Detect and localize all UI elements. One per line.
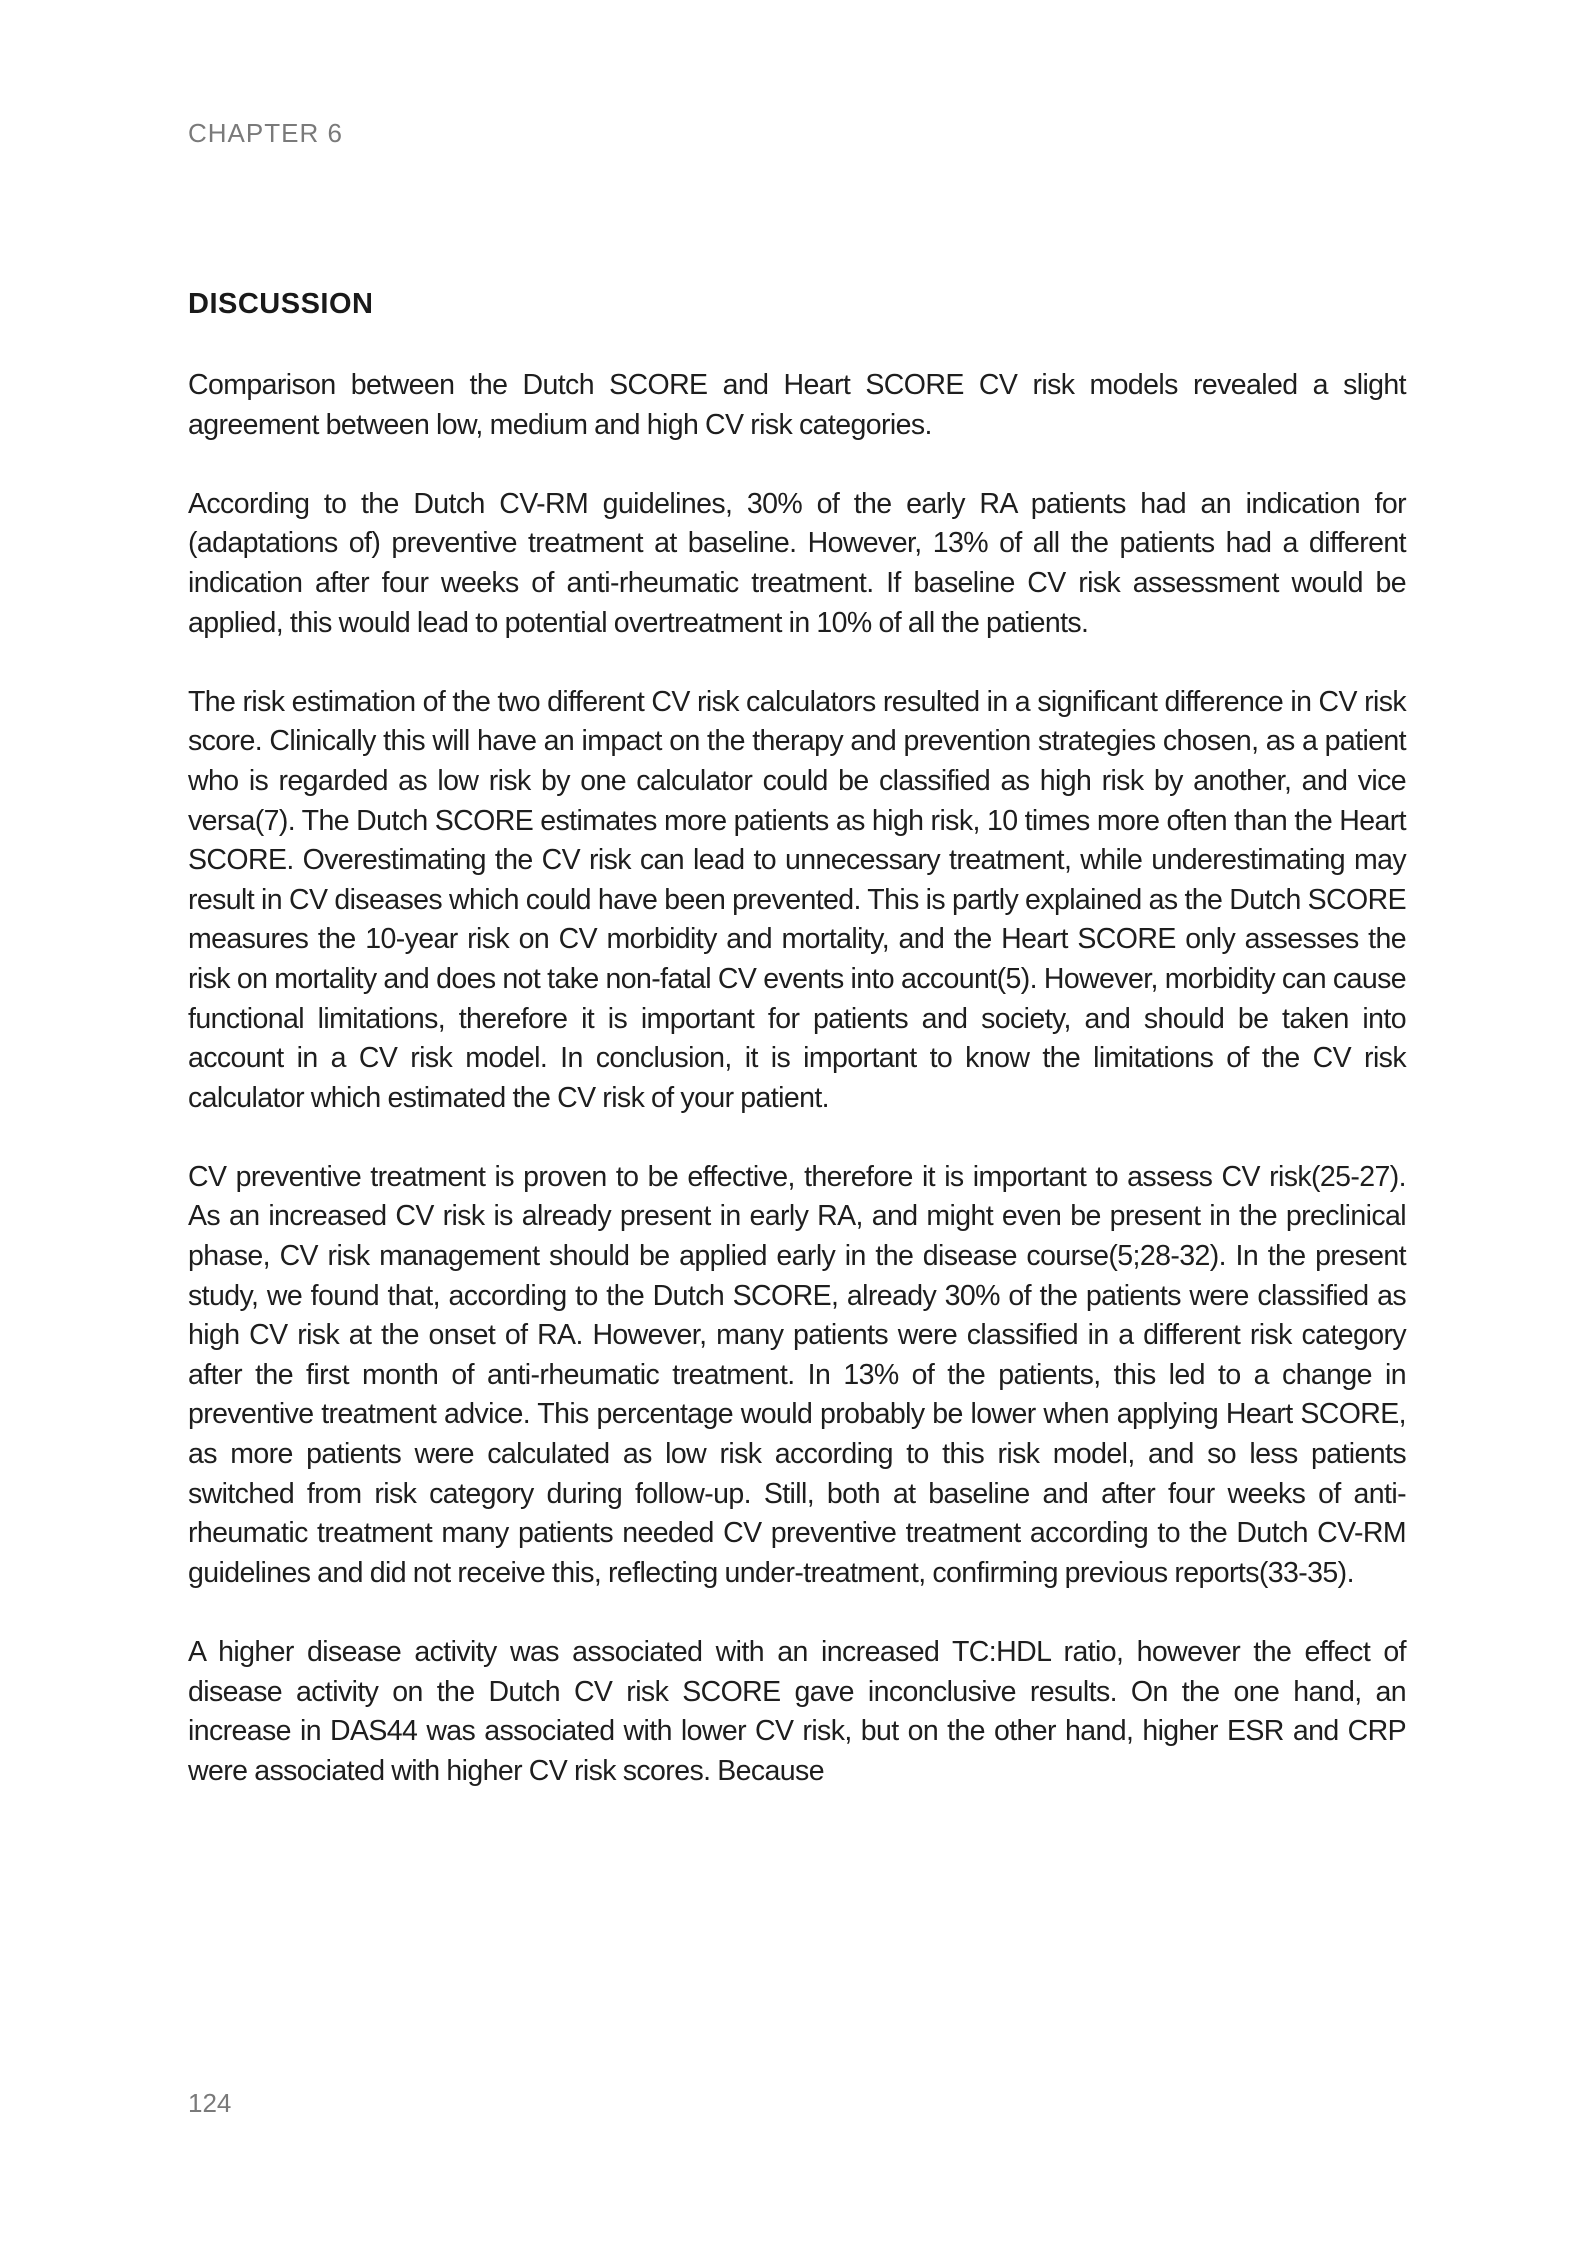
paragraph-calculator-difference: The risk estimation of the two different CV risk calculators resulted in a significant difference in CV risk score. Clinically this will have an impact on the therapy and prevention strategies chosen, as a patient who is regarded as low risk by one calculator could be classified as high risk by another, and vice versa(7). The Dutch SCORE estimates more patients as high risk, 10 times more often than the Heart SCORE. Overestimating the CV risk can lead to unnecessary treatment, while underestimating may result in CV diseases which could have been prevented. This is partly explained as the Dutch SCORE measures the 10-year risk on CV morbidity and mortality, and the Heart SCORE only assesses the risk on mortality and does not take non-fatal CV events into account(5). However, morbidity can cause functional limitations, therefore it is important for patients and society, and should be taken into account in a CV risk model. In conclusion, it is important to know the limitations of the CV risk calculator which estimated the CV risk of your patient. bbox=[188, 685, 1406, 1114]
paragraph-risk-model-comparison: Comparison between the Dutch SCORE and Heart SCORE CV risk models revealed a slight agreement between low, medium and high CV risk categories. bbox=[188, 369, 1406, 441]
paragraph-disease-activity: A higher disease activity was associated with an increased TC:HDL ratio, however the effect of disease activity on the Dutch CV risk SCORE gave inconclusive results. On the one hand, an increase in DAS44 was associated with lower CV risk, but on the other hand, higher ESR and CRP were associated with higher CV risk scores. Because bbox=[188, 1636, 1406, 1787]
running-header-chapter: CHAPTER 6 bbox=[188, 118, 343, 148]
discussion-body bbox=[188, 366, 1406, 1831]
section-heading: DISCUSSION bbox=[188, 288, 374, 320]
page-number: 124 bbox=[188, 2088, 232, 2118]
paragraph-preventive-treatment: CV preventive treatment is proven to be effective, therefore it is important to assess CV risk(25-27). As an increased CV risk is already present in early RA, and might even be present in the preclinical phase, CV risk management should be applied early in the disease course(5;28-32). In the present study, we found that, according to the Dutch SCORE, already 30% of the patients were classified as high CV risk at the onset of RA. However, many patients were classified in a different risk category after the first month of anti-rheumatic treatment. In 13% of the patients, this led to a change in preventive treatment advice. This percentage would probably be lower when applying Heart SCORE, as more patients were calculated as low risk according to this risk model, and so less patients switched from risk category during follow-up. Still, both at baseline and after four weeks of anti-rheumatic treatment many patients needed CV preventive treatment according to the Dutch CV-RM guidelines and did not receive this, reflecting under-treatment, confirming previous reports(33-35). bbox=[188, 1160, 1406, 1589]
paragraph-guideline-indication: According to the Dutch CV-RM guidelines, 30% of the early RA patients had an indication for (adaptations of) preventive treatment at baseline. However, 13% of all the patients had a different indication after four weeks of anti-rheumatic treatment. If baseline CV risk assessment would be applied, this would lead to potential overtreatment in 10% of all the patients. bbox=[188, 487, 1406, 639]
